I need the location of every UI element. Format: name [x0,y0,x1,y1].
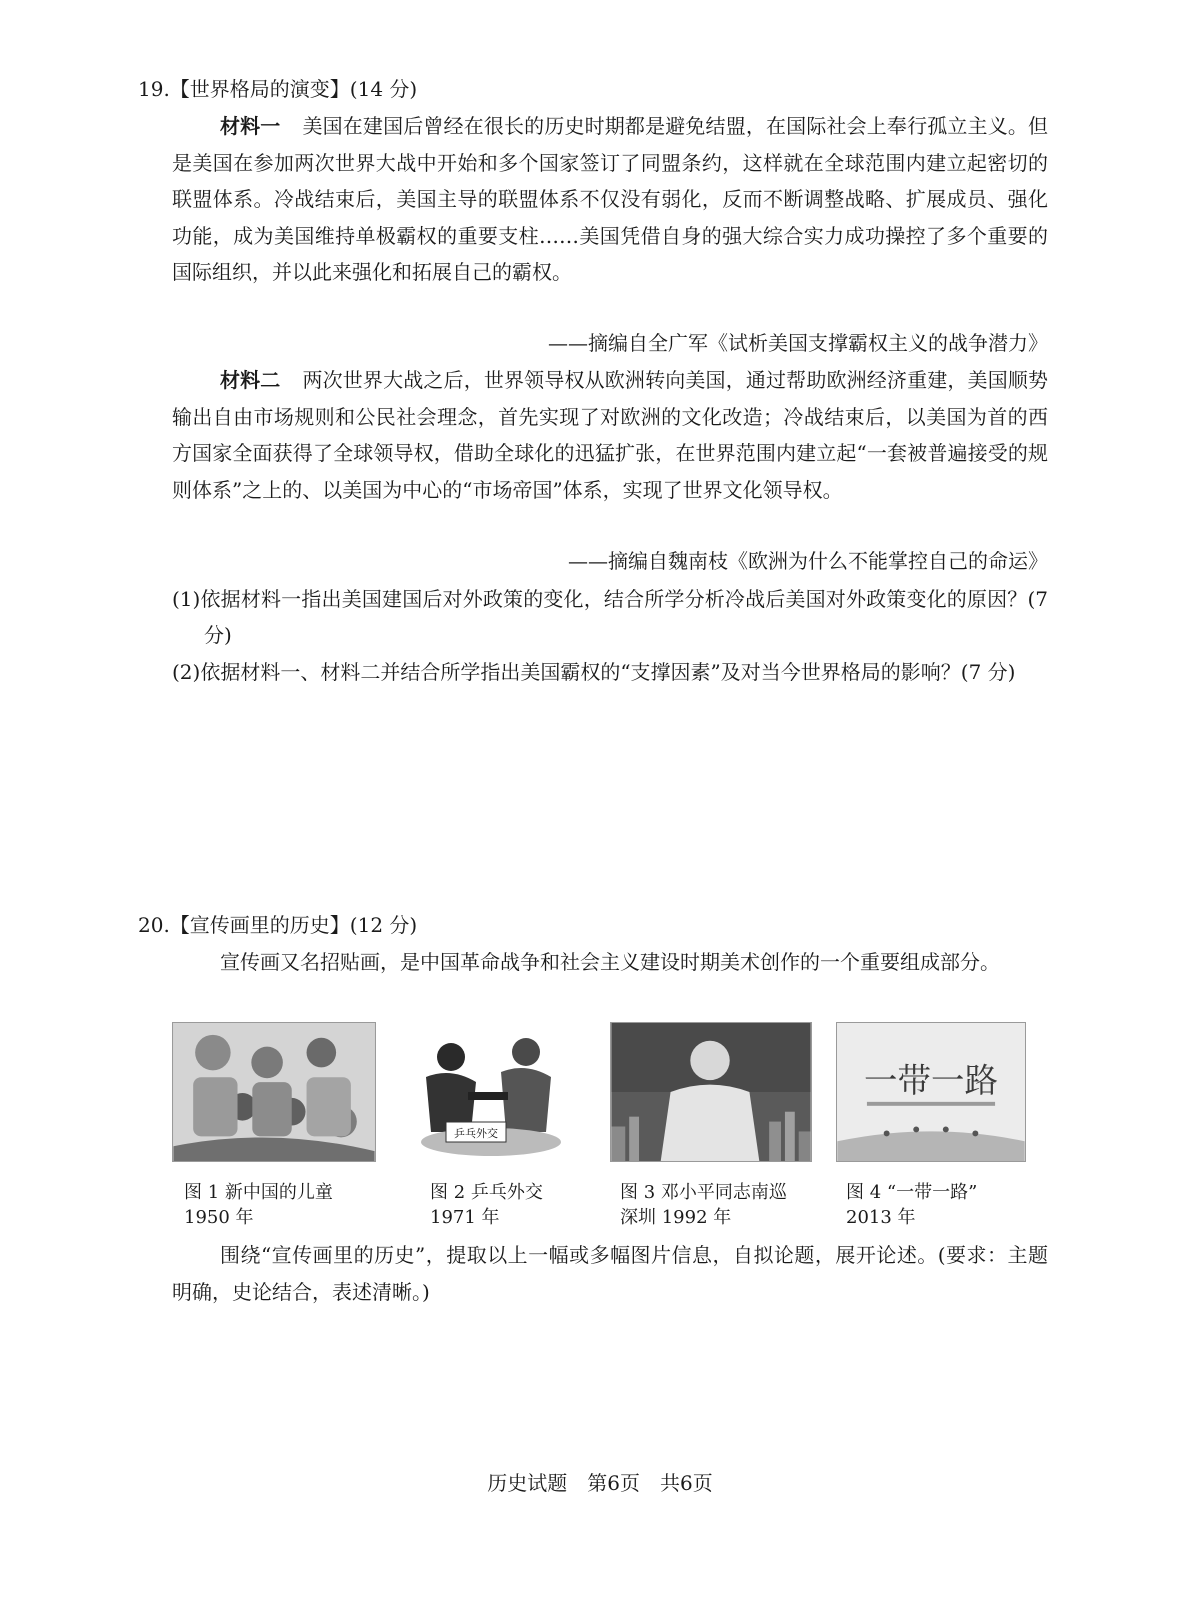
figure-1-title: 图 1 新中国的儿童 [184,1182,333,1203]
pingpong-inset-text: 乒乓外交 [454,1127,498,1140]
figure-1-poster-children [172,1022,376,1162]
belt-road-title-text: 一带一路 [864,1061,998,1100]
figure-4-year: 2013 年 [846,1207,916,1228]
figure-2-title: 图 2 乒乓外交 [430,1182,543,1203]
belt-road-poster-illustration [837,1023,1025,1161]
material2-text: 两次世界大战之后，世界领导权从欧洲转向美国，通过帮助欧洲经济重建，美国顺势输出自由市场规则和公民社会理念，首先实现了对欧洲的文化改造；冷战结束后，以美国为首的西方国家全面获得了全球领导权，借助全球化的迅猛扩张，在世界范围内建立起“一套被普遍接受的规则体系”之上的、以美国为中心的“市场帝国”体系，实现了世界文化领导权。 [172,368,1049,502]
figure-3-title: 图 3 邓小平同志南巡 [620,1182,787,1203]
figure-2-year: 1971 年 [430,1207,500,1228]
figure-3-deng-southern-tour [610,1022,812,1162]
figure-4-belt-and-road [836,1022,1026,1162]
figure-1-caption [184,1180,333,1230]
deng-poster-illustration [611,1023,811,1161]
q19-subquestion-1: (1)依据材料一指出美国建国后对外政策的变化，结合所学分析冷战后美国对外政策变化的原因？(7 分) [172,587,1048,647]
material2-label: 材料二 [220,368,281,392]
q19-material1 [172,108,1048,291]
figure-4-title: 图 4 “一带一路” [846,1182,978,1203]
q19-subquestion-2: (2)依据材料一、材料二并结合所学指出美国霸权的“支撑因素”及对当今世界格局的影响？(7 分) [172,660,1016,684]
q20-heading: 20.【宣传画里的历史】(12 分) [138,913,418,937]
figure-3-caption [620,1180,787,1230]
q20-task: 围绕“宣传画里的历史”，提取以上一幅或多幅图片信息，自拟论题，展开论述。(要求：主题明确，史论结合，表述清晰。) [172,1243,1048,1304]
figure-3-year: 深圳 1992 年 [620,1207,732,1228]
figure-2-pingpong-diplomacy [406,1022,572,1162]
figure-4-caption [846,1180,977,1230]
q20-intro: 宣传画又名招贴画，是中国革命战争和社会主义建设时期美术创作的一个重要组成部分。 [220,950,1000,974]
children-poster-illustration [173,1023,375,1161]
figure-2-caption [430,1180,543,1230]
material2-source: ——摘编自魏南枝《欧洲为什么不能掌控自己的命运》 [568,549,1048,573]
material1-source: ——摘编自全广军《试析美国支撑霸权主义的战争潜力》 [548,331,1048,355]
material1-text: 美国在建国后曾经在很长的历史时期都是避免结盟，在国际社会上奉行孤立主义。但是美国在参加两次世界大战中开始和多个国家签订了同盟条约，这样就在全球范围内建立起密切的联盟体系。冷战结束后，美国主导的联盟体系不仅没有弱化，反而不断调整战略、扩展成员、强化功能，成为美国维持单极霸权的重要支柱……美国凭借自身的强大综合实力成功操控了多个重要的国际组织，并以此来强化和拓展自己的霸权。 [172,114,1049,284]
pingpong-poster-illustration [406,1022,572,1162]
material1-label: 材料一 [220,114,281,138]
q19-heading: 19.【世界格局的演变】(14 分) [138,77,418,101]
q19-material2 [172,362,1048,508]
page-footer: 历史试题 第6页 共6页 [487,1471,713,1495]
figure-1-year: 1950 年 [184,1207,254,1228]
